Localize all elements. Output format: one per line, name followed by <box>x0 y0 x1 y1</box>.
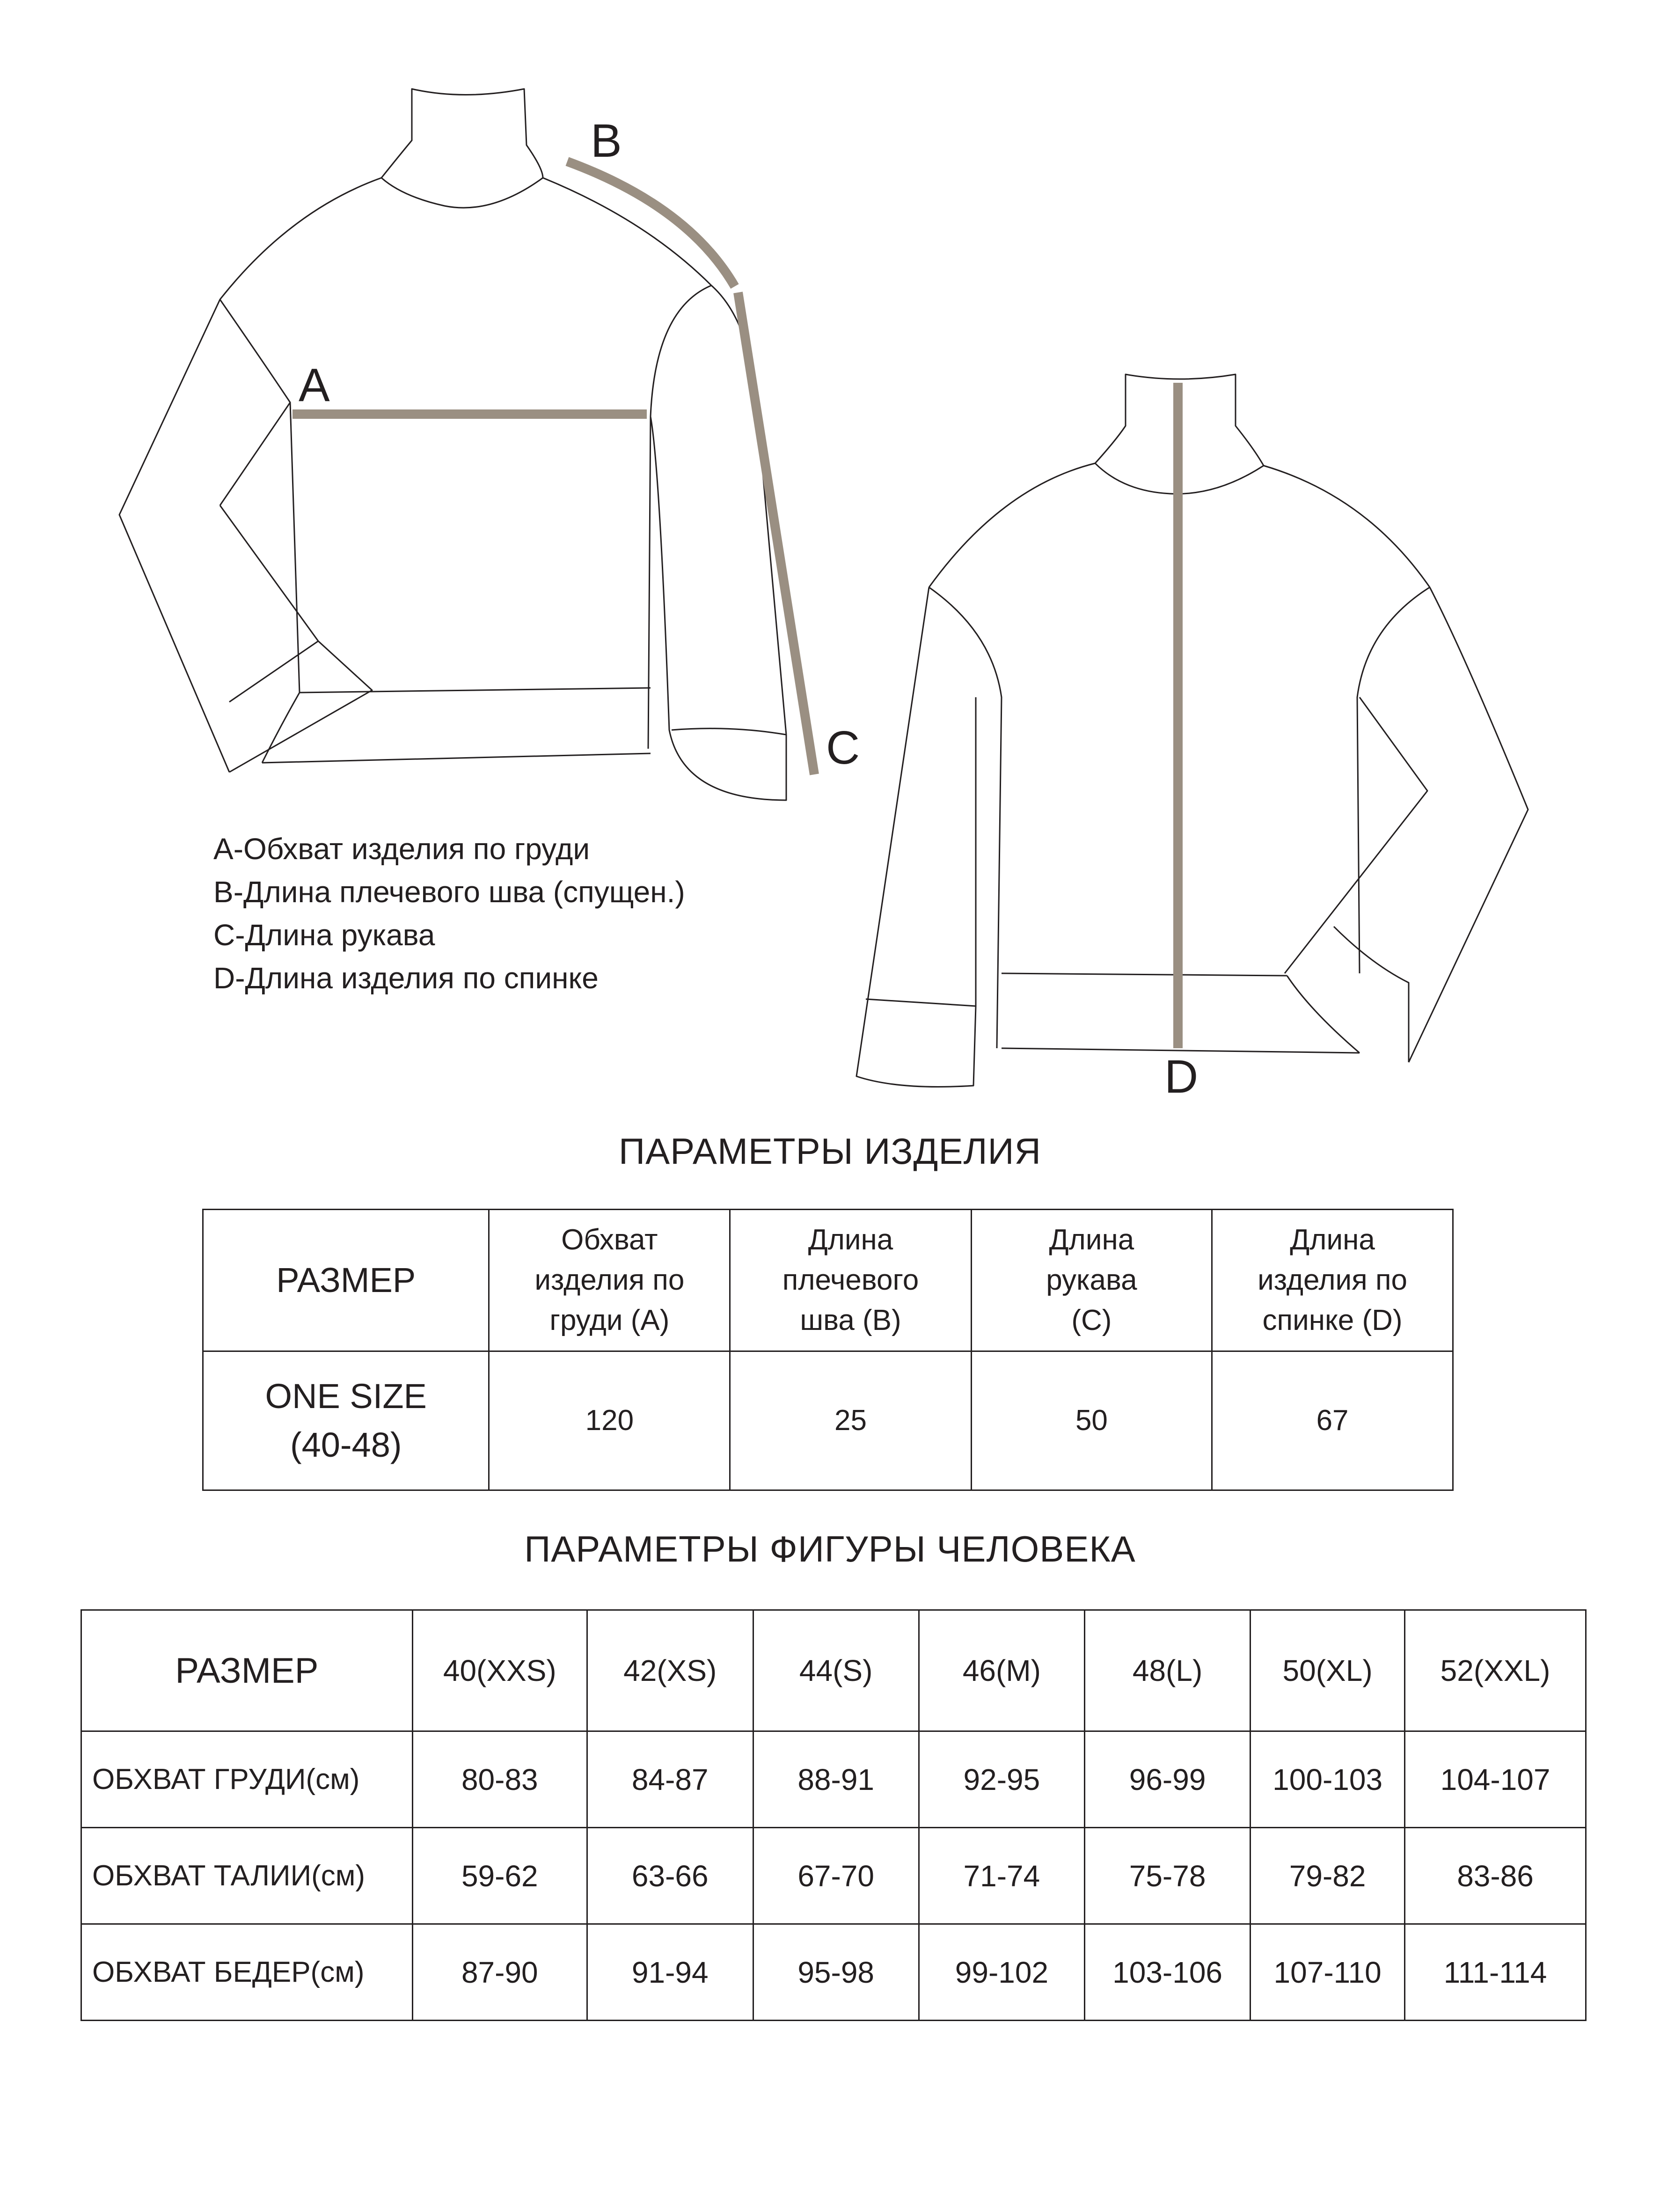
value-cell: 120 <box>489 1351 730 1490</box>
row-label: ОБХВАТ БЕДЕР(см) <box>81 1924 413 2021</box>
value-cell: 111-114 <box>1405 1924 1586 2021</box>
value-cell: 63-66 <box>587 1828 753 1924</box>
value-cell: 79-82 <box>1250 1828 1405 1924</box>
measure-b-line <box>567 161 735 286</box>
column-header-line: Обхват <box>561 1224 658 1256</box>
column-header <box>730 1210 971 1351</box>
legend-item-c: C-Длина рукава <box>213 918 435 952</box>
table-row <box>203 1351 1453 1490</box>
row-label: ОБХВАТ ТАЛИИ(см) <box>81 1828 413 1924</box>
column-header-line: Длина <box>808 1224 893 1256</box>
value-cell: 80-83 <box>412 1731 587 1828</box>
product-params-table <box>202 1209 1454 1491</box>
legend-item-b: B-Длина плечевого шва (спущен.) <box>213 875 685 909</box>
column-header-line: изделия по <box>1258 1264 1408 1296</box>
column-header-line: Длина <box>1290 1224 1375 1256</box>
value-cell: 83-86 <box>1405 1828 1586 1924</box>
marker-b: B <box>591 115 622 167</box>
size-column-header: 42(XS) <box>587 1610 753 1731</box>
marker-d: D <box>1164 1051 1199 1103</box>
value-cell: 59-62 <box>412 1828 587 1924</box>
legend-item-a: A-Обхват изделия по груди <box>213 832 590 866</box>
row-label: ОБХВАТ ГРУДИ(см) <box>81 1731 413 1828</box>
table-header-row <box>81 1610 1586 1731</box>
back-sweater-drawing <box>856 374 1528 1087</box>
size-column-header: 48(L) <box>1085 1610 1250 1731</box>
column-header-line: Длина <box>1049 1224 1134 1256</box>
column-header-line: рукава <box>1046 1264 1137 1296</box>
value-cell: 75-78 <box>1085 1828 1250 1924</box>
value-cell: 67 <box>1212 1351 1453 1490</box>
measurement-legend <box>213 827 685 1000</box>
size-header-cell: РАЗМЕР <box>81 1610 413 1731</box>
legend-item-d: D-Длина изделия по спинке <box>213 961 599 995</box>
value-cell: 95-98 <box>753 1924 919 2021</box>
column-header-line: спинке (D) <box>1262 1304 1403 1336</box>
value-cell: 96-99 <box>1085 1731 1250 1828</box>
value-cell: 107-110 <box>1250 1924 1405 2021</box>
value-cell: 100-103 <box>1250 1731 1405 1828</box>
size-value-line: ONE SIZE <box>265 1377 427 1416</box>
value-cell: 91-94 <box>587 1924 753 2021</box>
product-params-title: ПАРАМЕТРЫ ИЗДЕЛИЯ <box>619 1131 1041 1172</box>
size-column-header: 46(M) <box>919 1610 1084 1731</box>
value-cell: 84-87 <box>587 1731 753 1828</box>
column-header <box>1212 1210 1453 1351</box>
marker-c: C <box>826 722 860 774</box>
size-column-header: 44(S) <box>753 1610 919 1731</box>
value-cell: 104-107 <box>1405 1731 1586 1828</box>
column-header-line: груди (А) <box>549 1304 670 1336</box>
figure-params-table <box>80 1609 1587 2021</box>
value-cell: 25 <box>730 1351 971 1490</box>
table-header-row <box>203 1210 1453 1351</box>
size-header-cell: РАЗМЕР <box>203 1210 489 1351</box>
size-column-header: 40(XXS) <box>412 1610 587 1731</box>
table-row <box>81 1828 1586 1924</box>
column-header-line: шва (B) <box>800 1304 901 1336</box>
value-cell: 50 <box>971 1351 1212 1490</box>
figure-params-title: ПАРАМЕТРЫ ФИГУРЫ ЧЕЛОВЕКА <box>524 1528 1136 1570</box>
value-cell: 67-70 <box>753 1828 919 1924</box>
value-cell: 92-95 <box>919 1731 1084 1828</box>
table-row <box>81 1731 1586 1828</box>
column-header <box>971 1210 1212 1351</box>
table-row <box>81 1924 1586 2021</box>
value-cell: 99-102 <box>919 1924 1084 2021</box>
front-sweater-drawing <box>119 89 786 800</box>
value-cell: 103-106 <box>1085 1924 1250 2021</box>
column-header-line: плечевого <box>782 1264 919 1296</box>
marker-a: A <box>299 359 330 411</box>
measure-c-line <box>738 292 814 774</box>
front-measure-lines <box>293 161 814 774</box>
size-column-header: 50(XL) <box>1250 1610 1405 1731</box>
column-header-line: изделия по <box>534 1264 685 1296</box>
column-header-line: (C) <box>1071 1304 1112 1336</box>
value-cell: 88-91 <box>753 1731 919 1828</box>
value-cell: 87-90 <box>412 1924 587 2021</box>
size-value-line: (40-48) <box>290 1425 402 1464</box>
size-value-cell <box>203 1351 489 1490</box>
column-header <box>489 1210 730 1351</box>
value-cell: 71-74 <box>919 1828 1084 1924</box>
size-column-header: 52(XXL) <box>1405 1610 1586 1731</box>
